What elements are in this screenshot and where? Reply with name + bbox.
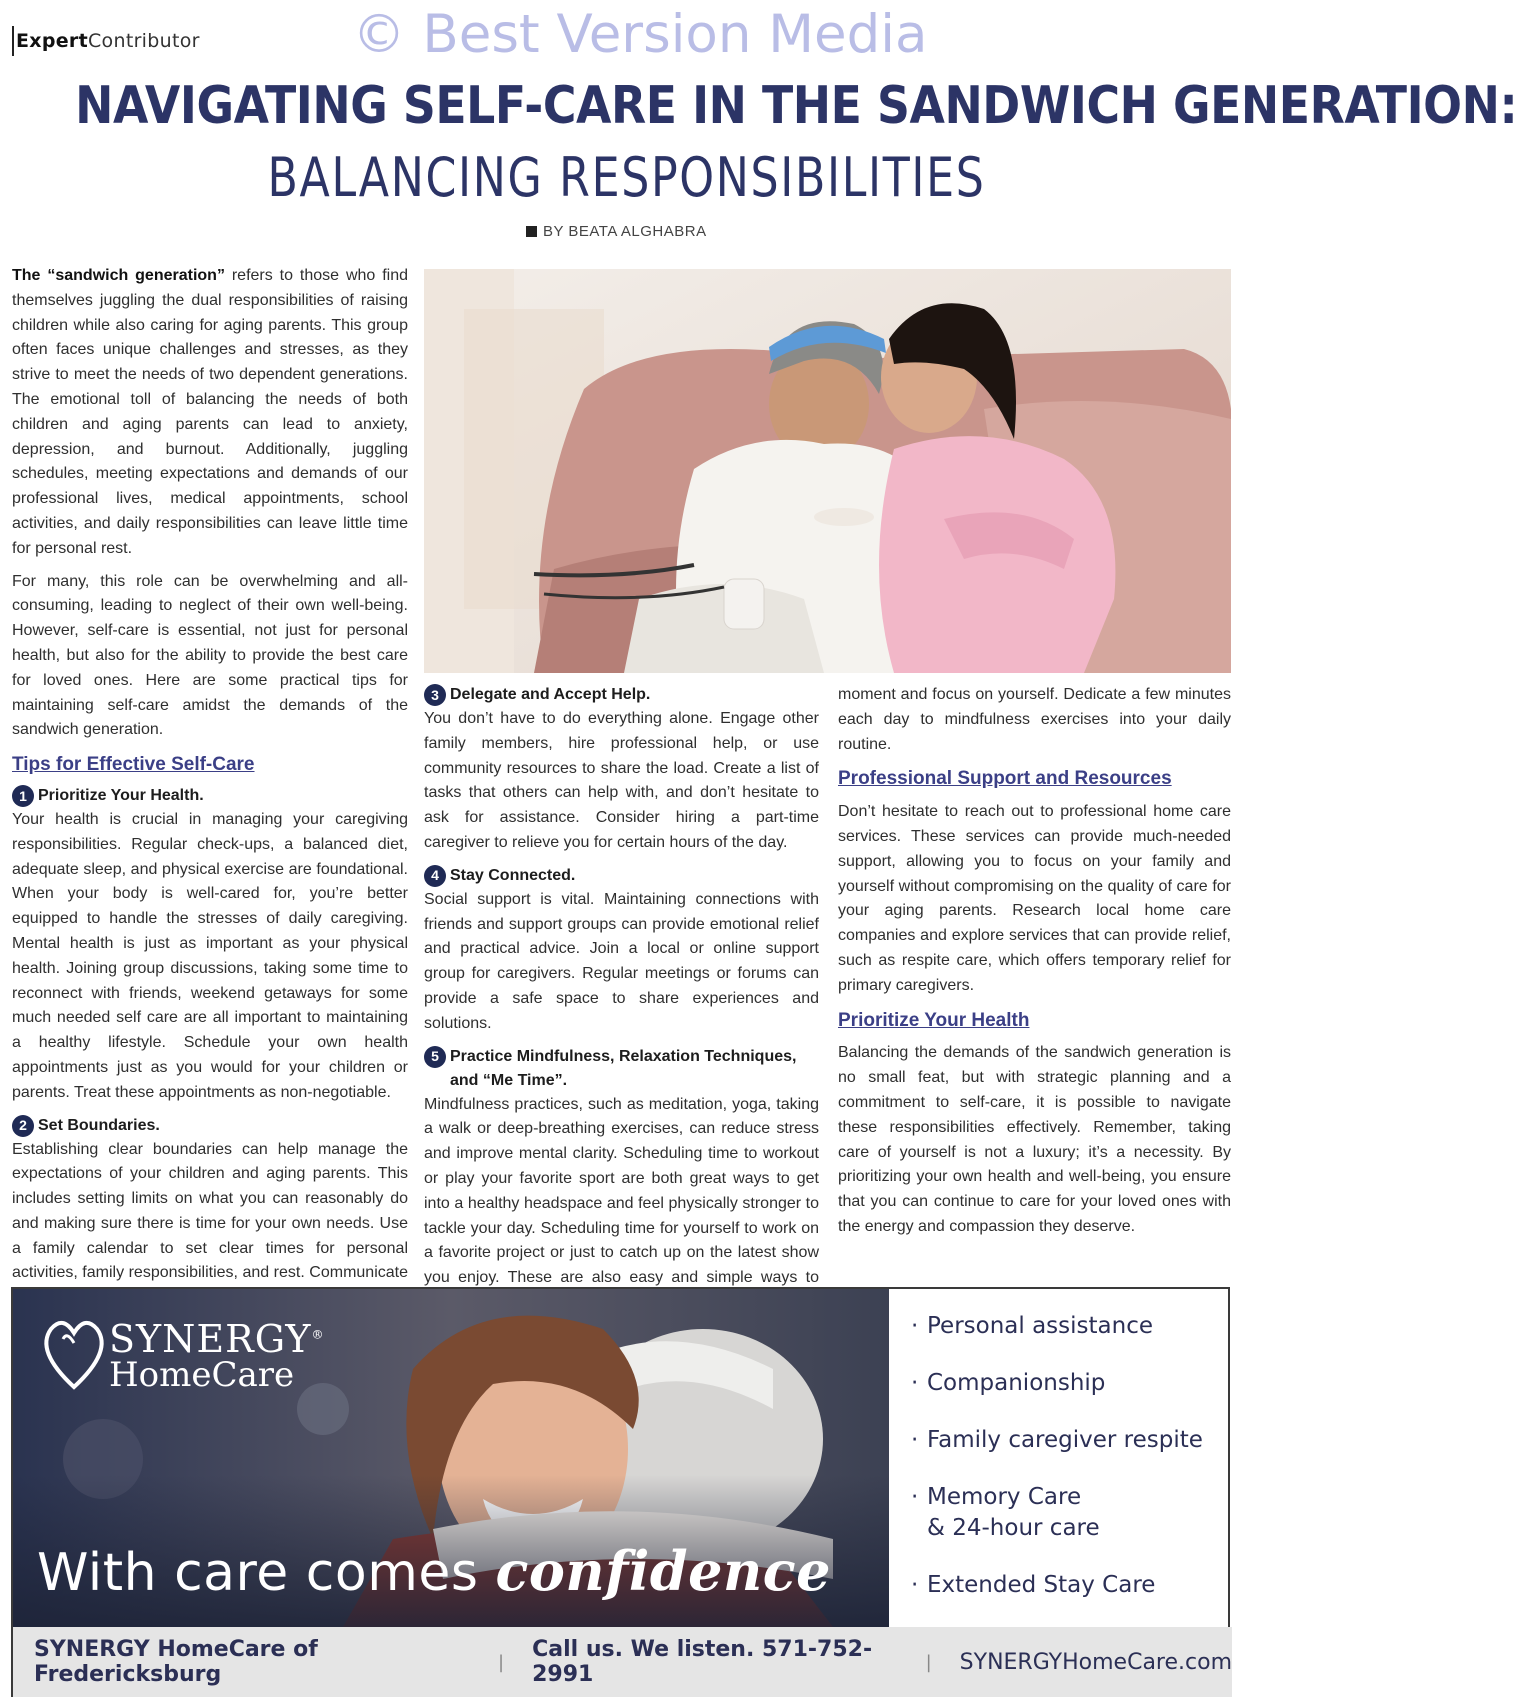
intro-paragraph: The “sandwich generation” refers to those who find themselves juggling the dual responsibilities of raising children while also caring for aging parents. This group often faces unique challenges and stresses, as they strive to meet the needs of two dependent generations. The emotional toll of balancing the needs of both children and aging parents can lead to anxiety, depression, and burnout. Additionally, juggling schedules, meeting expectations and demands of our professional lives, medical appointments, school activities, and daily responsibilities can leave little time for personal rest. — [12, 267, 408, 557]
prioritize-health-body: Balancing the demands of the sandwich generation is no small feat, but with strategic planning and a commitment to self-care, it is possible to navigate these responsibilities effectively. Remember, taking care of yourself is not a luxury; it’s a necessity. By prioritizing your own health and well-being, you ensure that you can continue to care for your loved ones with the energy and compassion they deserve. — [838, 1044, 1231, 1235]
service-item: · Personal assistance — [911, 1313, 1154, 1339]
tip-2-title: 2 Set Boundaries. — [12, 1114, 408, 1138]
tip-1-title: 1 Prioritize Your Health. — [12, 784, 408, 808]
headline: NAVIGATING SELF-CARE IN THE SANDWICH GENERATION: — [75, 76, 1517, 136]
tip-3-body: You don’t have to do everything alone. Engage other family members, hire professional help, or use community resources to share the load. Create a list of tasks that others can help with, and don’t hesitate to ask for assistance. Consider hiring a part-time caregiver to relieve you for certain hours of the day. — [424, 710, 819, 851]
phone-number[interactable]: Call us. We listen. 571-752-2991 — [532, 1637, 873, 1687]
tip-5-body-continued: moment and focus on yourself. Dedicate a few minutes each day to mindfulness exercises into your daily routine. — [838, 686, 1231, 753]
byline: BY BEATA ALGHABRA — [526, 223, 707, 240]
section-tag: ExpertContributor — [16, 30, 200, 52]
number-badge-icon: 4 — [424, 865, 446, 887]
article-column-2 — [424, 683, 819, 1316]
tip-5-body: Mindfulness practices, such as meditation, yoga, taking a walk or deep-breathing exercises, can reduce stress and improve mental clarity. Scheduling time to workout or play your favorite sport are both great ways to get into a healthy headspace and feel physically stronger to tackle your day. Scheduling time for yourself to work on a favorite project or just to catch up on the latest show you enjoy. These are also easy and simple ways to — [424, 1095, 819, 1287]
professional-support-heading: Professional Support and Resources — [838, 768, 1172, 790]
tips-heading: Tips for Effective Self-Care — [12, 754, 255, 776]
tip-2-body: Establishing clear boundaries can help manage the expectations of your children and aging parents. This includes setting limits on what you can reasonably do and making sure there is time for your own needs. Use a family calendar to set clear times for personal activities, family responsibilities, and rest. Communicate — [12, 1140, 408, 1282]
ad-photo — [13, 1289, 889, 1627]
services-list — [911, 1311, 1221, 1627]
service-item: · Family caregiver respite — [911, 1427, 1203, 1453]
number-badge-icon: 3 — [424, 684, 446, 706]
professional-support-body: Don’t hesitate to reach out to professional home care services. These services can provide much-needed support, allowing you to focus on your family and yourself without compromising on the quality of care for your aging parents. Research local home care companies and explore services that can provide relief, such as respite care, which offers temporary relief for primary caregivers. — [838, 803, 1231, 994]
paragraph: For many, this role can be overwhelming and all-consuming, leading to neglect of their own well-being. However, self-care is essential, not just for personal health, but also for the ability to provide the best care for loved ones. Here are some practical tips for maintaining self-care amidst the demands of the sandwich generation. — [12, 572, 408, 739]
tip-1-body: Your health is crucial in managing your caregiving responsibilities. Regular check-ups, a balanced diet, adequate sleep, and physical exercise are foundational. When your body is well-cared for, you’re better equipped to handle the stresses of daily caregiving. Mental health is just as important as your physical health. Joining group discussions, taking some time to reconnect with friends, weekend getaways for some much needed self care are all important to maintaining a healthy lifestyle. Schedule your own health appointments just as you would for your children or parents. Treat these appointments as non-negotiable. — [12, 810, 408, 1101]
tip-4-title: 4 Stay Connected. — [424, 864, 819, 888]
heart-logo-icon — [43, 1315, 105, 1391]
number-badge-icon: 1 — [12, 785, 34, 807]
number-badge-icon: 5 — [424, 1046, 446, 1068]
business-name: SYNERGY HomeCare of Fredericksburg — [34, 1637, 318, 1687]
ad-footer: SYNERGY HomeCare of Fredericksburg | Call us. We listen. 571-752-2991 | SYNERGYHomeCare.com — [13, 1627, 1232, 1697]
brand-name: SYNERGY — [109, 1317, 312, 1361]
tip-5-title: 5 Practice Mindfulness, Relaxation Techniques, and “Me Time”. — [424, 1045, 819, 1093]
service-item: · Extended Stay Care — [911, 1572, 1156, 1598]
article-column-3 — [838, 683, 1231, 1240]
watermark: © Best Version Media — [352, 4, 928, 65]
tip-4-body: Social support is vital. Maintaining connections with friends and support groups can provide emotional relief and practical advice. Join a local or online support group for caregivers. Regular meetings or forums can provide a safe space to share experiences and solutions. — [424, 890, 819, 1032]
ad-tagline: With care comes confidence — [37, 1539, 831, 1603]
service-item: · Companionship — [911, 1370, 1106, 1396]
tip-3-title: 3 Delegate and Accept Help. — [424, 683, 819, 707]
subheadline: BALANCING RESPONSIBILITIES — [267, 146, 986, 209]
website-link[interactable]: SYNERGYHomeCare.com — [959, 1649, 1232, 1675]
prioritize-health-heading: Prioritize Your Health — [838, 1009, 1030, 1031]
advertisement — [11, 1287, 1230, 1697]
service-item: · Memory Care & 24-hour care — [911, 1484, 1100, 1541]
synergy-logo: SYNERGY® HomeCare — [43, 1315, 105, 1396]
square-bullet-icon — [526, 226, 537, 237]
number-badge-icon: 2 — [12, 1115, 34, 1137]
article-photo — [424, 269, 1231, 673]
brand-subname: HomeCare — [109, 1355, 295, 1395]
article-column-1 — [12, 264, 408, 1311]
